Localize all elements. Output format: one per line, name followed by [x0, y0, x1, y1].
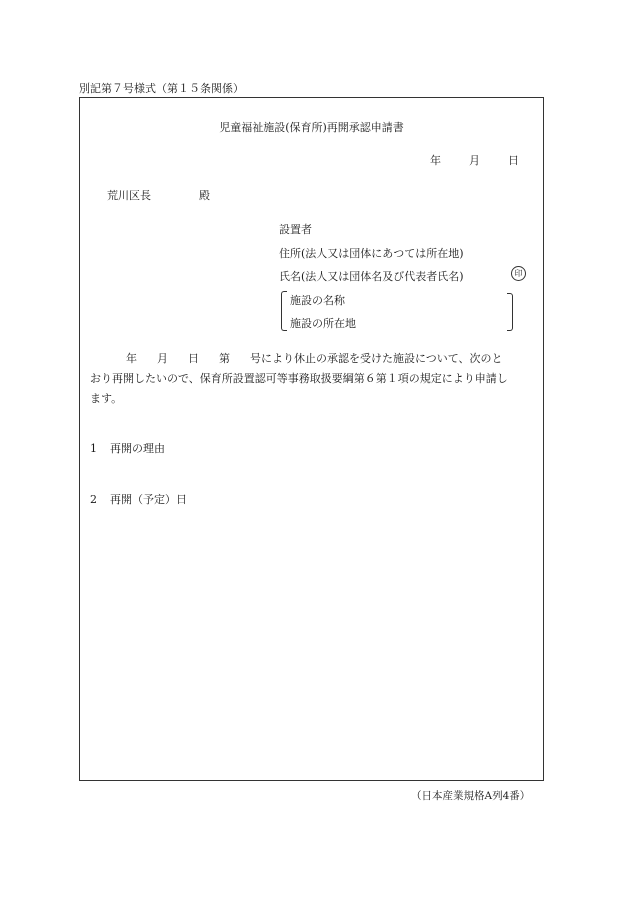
bracket-right [507, 293, 513, 331]
applicant-heading: 設置者 [279, 223, 312, 236]
paper-size-note: （日本産業規格A列4番） [411, 790, 531, 802]
body-paragraph [90, 349, 535, 409]
item-label: 再開（予定）日 [110, 493, 187, 506]
item-reason [90, 440, 165, 456]
item-reopen-date [90, 491, 187, 507]
addressee-name: 荒川区長 [107, 189, 151, 202]
item-number: 2 [90, 493, 97, 506]
body-line-3: ます。 [90, 392, 123, 405]
facility-name-label: 施設の名称 [290, 294, 345, 307]
document-title: 児童福祉施設(保育所)再開承認申請書 [219, 121, 404, 134]
addressee [107, 187, 210, 203]
applicant-name-label: 氏名(法人又は団体名及び代表者氏名) [279, 270, 464, 283]
item-label: 再開の理由 [110, 442, 165, 455]
facility-location-label: 施設の所在地 [290, 317, 356, 330]
addressee-honorific: 殿 [199, 189, 210, 202]
seal-mark: 印 [511, 266, 526, 281]
body-line-1: 年 月 日 第 号により休止の承認を受けた施設について、次のと [126, 352, 503, 365]
applicant-address-label: 住所(法人又は団体にあつては所在地) [279, 247, 464, 260]
application-frame [79, 97, 544, 781]
date-year: 年 [430, 154, 441, 167]
item-number: 1 [90, 442, 97, 455]
bracket-left [281, 291, 287, 331]
date-line [430, 152, 519, 168]
form-label: 別記第７号様式（第１５条関係） [79, 82, 244, 95]
date-day: 日 [508, 154, 519, 167]
date-month: 月 [469, 154, 480, 167]
body-line-2: おり再開したいので、保育所設置認可等事務取扱要綱第６第１項の規定により申請し [90, 372, 508, 385]
